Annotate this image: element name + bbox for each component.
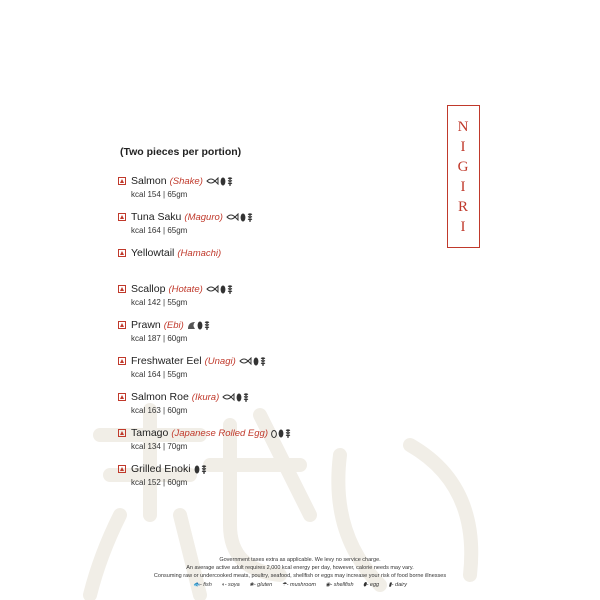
gluten-icon: [247, 211, 254, 223]
menu-item: [118, 427, 438, 463]
nonveg-marker-icon: [118, 357, 126, 365]
item-name: Tuna Saku: [131, 211, 182, 223]
item-kcal: kcal 152 | 60gm: [131, 478, 188, 487]
item-name: Salmon Roe: [131, 391, 189, 403]
gluten-icon: [227, 283, 234, 295]
title-letter: R: [457, 198, 469, 215]
gluten-icon: [227, 175, 234, 187]
item-name: Yellowtail: [131, 247, 175, 259]
fish-icon: [226, 211, 240, 223]
item-japanese-name: (Ebi): [163, 320, 184, 331]
item-kcal: kcal 154 | 65gm: [131, 190, 188, 199]
title-letter: I: [460, 178, 467, 195]
soya-icon: [240, 211, 247, 223]
item-name: Salmon: [131, 175, 167, 187]
legend-fish: 🐟- fish: [193, 582, 212, 588]
gluten-icon: [201, 463, 208, 475]
menu-item: [118, 283, 438, 319]
portion-note: (Two pieces per portion): [120, 146, 242, 158]
nonveg-marker-icon: [118, 321, 126, 329]
allergen-icons: [206, 283, 234, 295]
allergen-icons: [271, 427, 292, 439]
item-japanese-name: (Shake): [169, 176, 203, 187]
footer-tax-note: Government taxes extra as applicable. We levy no service charge.: [219, 557, 381, 563]
legend-gluten: ❀- gluten: [249, 582, 273, 588]
menu-item: [118, 355, 438, 391]
footer-notes: [90, 556, 510, 589]
gluten-icon: [243, 391, 250, 403]
item-japanese-name: (Unagi): [204, 356, 236, 367]
item-kcal: kcal 164 | 65gm: [131, 226, 188, 235]
item-japanese-name: (Ikura): [191, 392, 220, 403]
menu-list: [118, 175, 438, 499]
nonveg-marker-icon: [118, 429, 126, 437]
item-japanese-name: (Maguro): [184, 212, 223, 223]
menu-item: [118, 211, 438, 247]
item-kcal: kcal 134 | 70gm: [131, 442, 188, 451]
item-name: Tamago: [131, 427, 169, 439]
nonveg-marker-icon: [118, 465, 126, 473]
legend-dairy: ▮- dairy: [388, 582, 407, 588]
allergen-legend: [90, 581, 510, 589]
nonveg-marker-icon: [118, 285, 126, 293]
gluten-icon: [285, 427, 292, 439]
fish-icon: [206, 175, 220, 187]
item-name: Grilled Enoki: [131, 463, 191, 475]
menu-item: [118, 463, 438, 499]
shellfish-icon: [187, 319, 197, 331]
allergen-icons: [226, 211, 254, 223]
soya-icon: [278, 427, 285, 439]
menu-item: [118, 319, 438, 355]
nonveg-marker-icon: [118, 177, 126, 185]
footer-raw-warning: Consuming raw or undercooked meats, poultry, seafood, shellfish or eggs may increase your risk of food borne illnesses: [153, 573, 447, 579]
title-letter: I: [460, 138, 467, 155]
item-kcal: kcal 142 | 55gm: [131, 298, 188, 307]
item-japanese-name: (Hotate): [168, 284, 203, 295]
allergen-icons: [222, 391, 250, 403]
soya-icon: [220, 283, 227, 295]
allergen-icons: [194, 463, 208, 475]
item-kcal: kcal 164 | 55gm: [131, 370, 188, 379]
nonveg-marker-icon: [118, 249, 126, 257]
legend-shellfish: ◉- shellfish: [325, 582, 354, 588]
legend-egg: ⬮- egg: [363, 582, 380, 588]
legend-soya: ◖- soya: [221, 582, 240, 588]
fish-icon: [239, 355, 253, 367]
soya-icon: [197, 319, 204, 331]
egg-icon: [271, 427, 278, 439]
fish-icon: [222, 391, 236, 403]
allergen-icons: [239, 355, 267, 367]
title-letter: I: [460, 218, 467, 235]
soya-icon: [194, 463, 201, 475]
soya-icon: [220, 175, 227, 187]
item-japanese-name: (Japanese Rolled Egg): [171, 428, 269, 439]
title-letter: N: [457, 118, 470, 135]
allergen-icons: [187, 319, 211, 331]
nonveg-marker-icon: [118, 213, 126, 221]
item-name: Freshwater Eel: [131, 355, 202, 367]
soya-icon: [253, 355, 260, 367]
item-japanese-name: (Hamachi): [177, 248, 222, 259]
title-letter: G: [457, 158, 470, 175]
legend-mushroom: ☂- mushroom: [281, 582, 316, 588]
menu-item: [118, 391, 438, 427]
item-name: Scallop: [131, 283, 166, 295]
section-title-nigiri: [447, 105, 480, 248]
fish-icon: [206, 283, 220, 295]
allergen-icons: [206, 175, 234, 187]
menu-item: [118, 175, 438, 211]
item-name: Prawn: [131, 319, 161, 331]
footer-kcal-note: An average active adult requires 2,000 kcal energy per day, however, calorie needs may vary.: [186, 565, 414, 571]
item-kcal: kcal 187 | 60gm: [131, 334, 188, 343]
item-kcal: kcal 163 | 60gm: [131, 406, 188, 415]
gluten-icon: [204, 319, 211, 331]
nonveg-marker-icon: [118, 393, 126, 401]
gluten-icon: [260, 355, 267, 367]
menu-item: [118, 247, 438, 283]
